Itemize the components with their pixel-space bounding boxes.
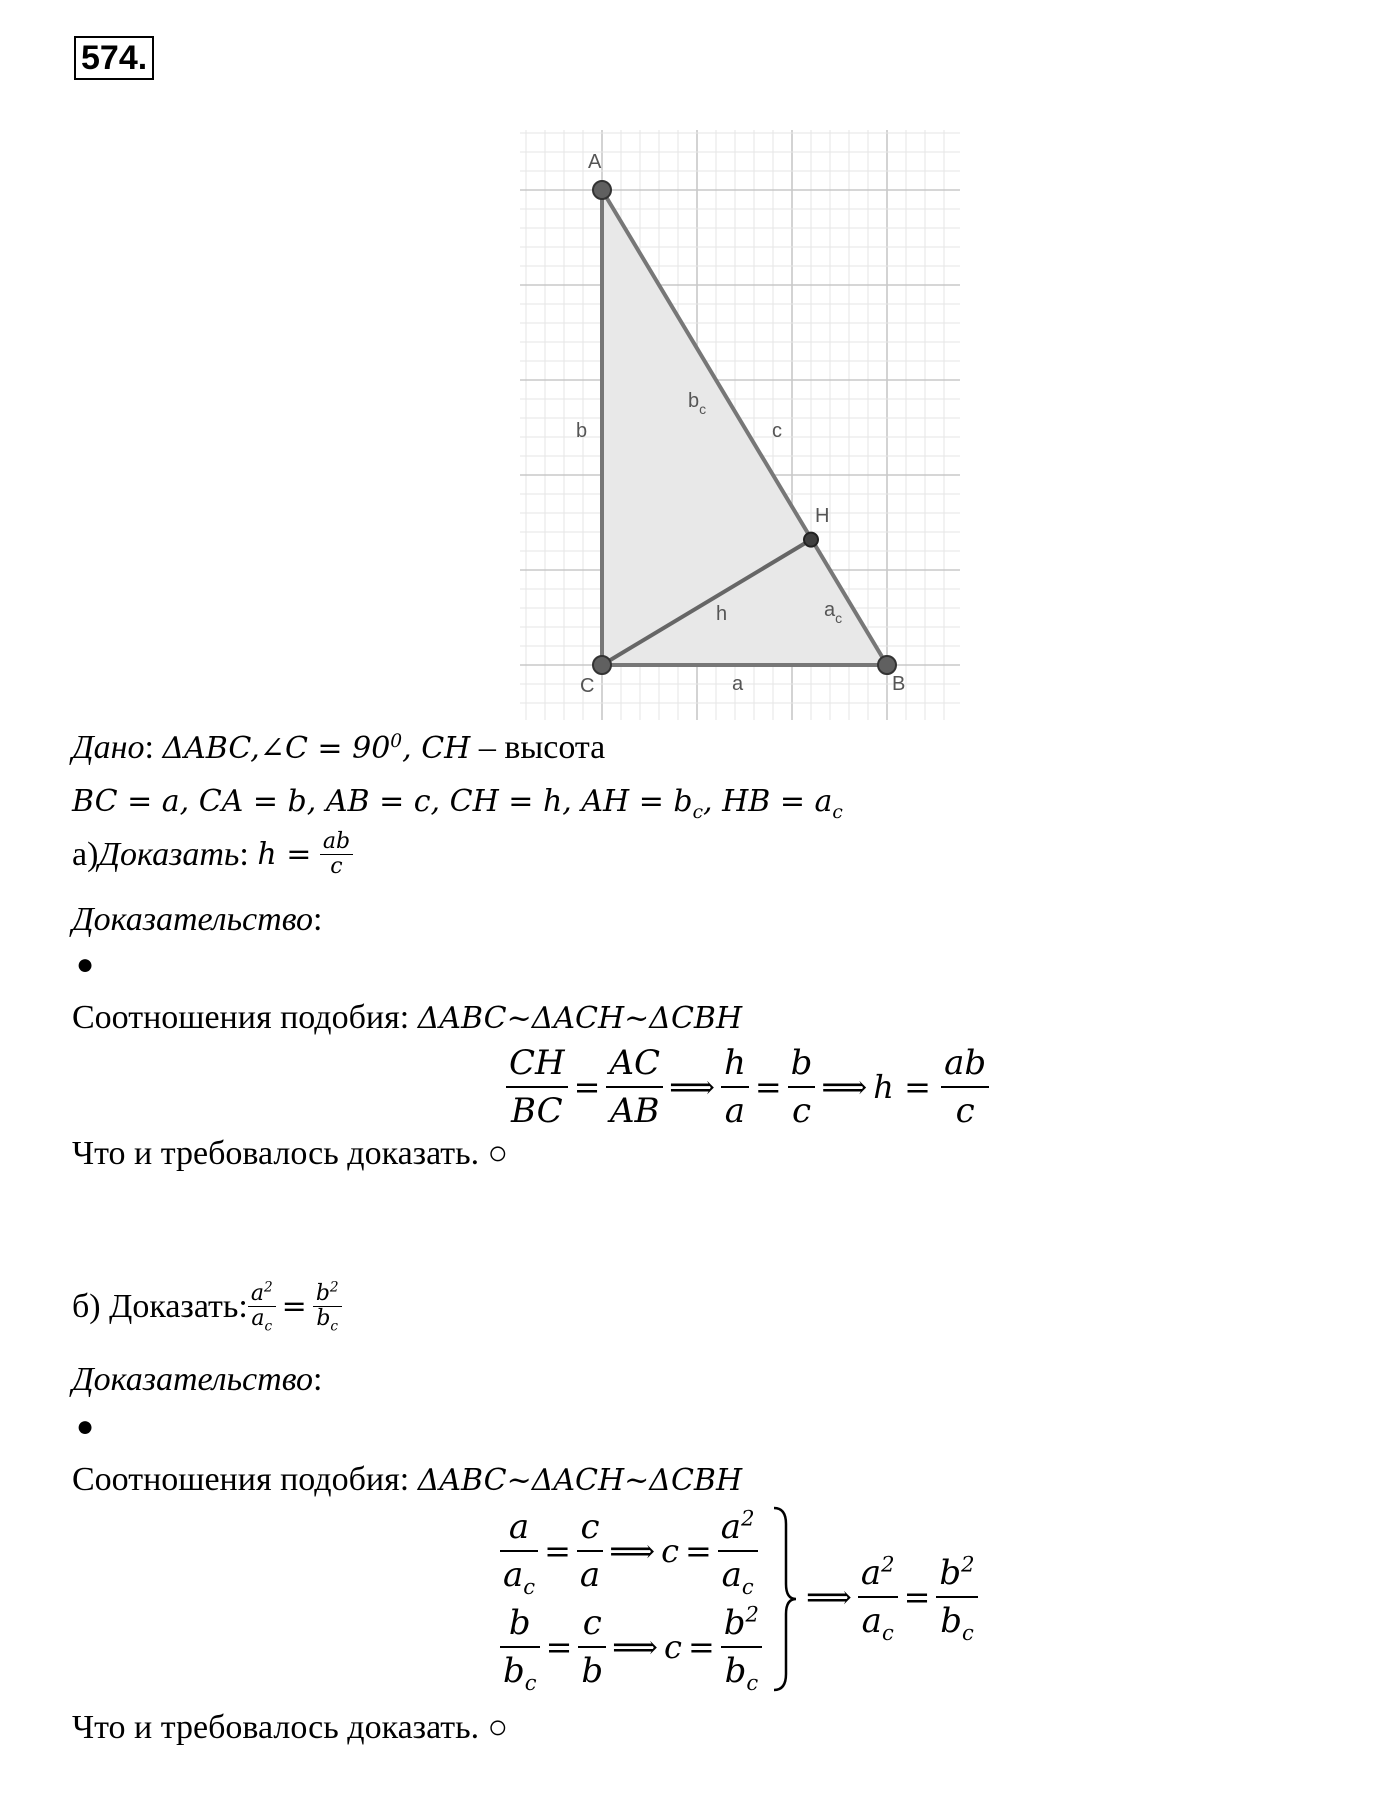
label-h: H — [815, 505, 830, 527]
part-b-qed: Что и требовалось доказать. ○ — [72, 1709, 509, 1746]
part-a-proof-label: Доказательство: — [72, 901, 323, 938]
part-a-similarity: Соотношения подобия: ΔABC~ΔACH~ΔCBH — [72, 999, 743, 1036]
point-h — [804, 533, 818, 547]
label-side-b: b — [576, 420, 588, 442]
label-height-h: h — [716, 603, 728, 625]
part-a-qed: Что и требовалось доказать. ○ — [72, 1135, 509, 1172]
label-a: A — [588, 151, 602, 173]
triangle-diagram — [520, 130, 960, 720]
part-b-bullet: ● — [76, 1410, 95, 1443]
given-line-1: Дано: ΔABC,∠C = $90^0$, CH – высота — [72, 729, 606, 766]
part-a-fraction: $\frac{ab}{c}$ — [320, 830, 353, 879]
label-c: C — [580, 675, 595, 697]
part-a-bullet: ● — [76, 948, 95, 981]
label-side-a: a — [732, 673, 744, 695]
given-line-2: BC = a, CA = b, AB = c, CH = h, AH = $b_c$, HB = $a_c$ — [72, 784, 843, 823]
given-dash: – высота — [470, 729, 606, 766]
point-a — [593, 181, 611, 199]
problem-number: 574. — [74, 36, 154, 80]
part-b-similarity: Соотношения подобия: ΔABC~ΔACH~ΔCBH — [72, 1461, 743, 1498]
system-row-1: $\frac{a}{a_c}$ = $\frac{c}{a}$ ⟹ c = $\frac{a^2}{a_c}$ — [500, 1504, 758, 1598]
point-b — [878, 656, 896, 674]
part-a-equation: $\frac{CH}{BC}$ = $\frac{AC}{AB}$ ⟹ $\frac{h}{a}$ = $\frac{b}{c}$ ⟹ h = $\frac{ab}{c}$ — [506, 1040, 989, 1134]
triangle-abc — [602, 190, 887, 665]
part-b-statement: б) Доказать: $\frac{a^2}{a_c}$ = $\frac{b^2}{b_c}$ — [72, 1282, 342, 1331]
point-c — [593, 656, 611, 674]
part-b-result: ⟹ $\frac{a^2}{a_c}$ = $\frac{b^2}{b_c}$ — [800, 1550, 978, 1644]
system-row-2: $\frac{b}{b_c}$ = $\frac{c}{b}$ ⟹ c = $\frac{b^2}{b_c}$ — [500, 1600, 762, 1694]
label-seg-bc: $b_c$ — [688, 390, 707, 417]
given-label: Дано — [72, 729, 145, 766]
label-seg-ac: $a_c$ — [824, 599, 843, 626]
right-brace — [770, 1504, 798, 1694]
label-b: B — [892, 673, 906, 695]
given-expr: ΔABC,∠C = $90^0$, CH — [162, 731, 471, 766]
part-a-statement: а) Доказать : h = $\frac{ab}{c}$ — [72, 830, 353, 879]
part-b-proof-label: Доказательство: — [72, 1361, 323, 1398]
label-side-c: c — [772, 420, 782, 442]
